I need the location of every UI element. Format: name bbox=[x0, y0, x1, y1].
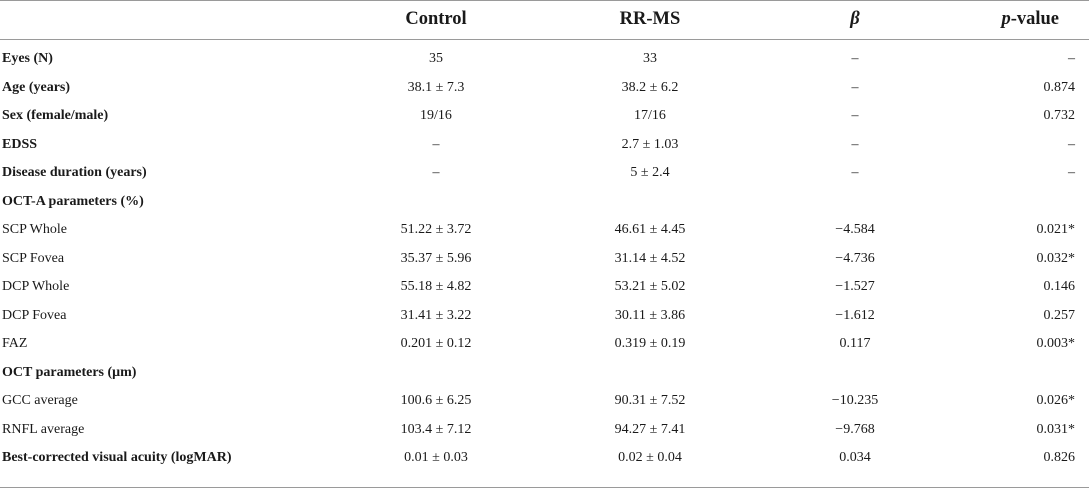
row-label: SCP Fovea bbox=[2, 250, 65, 266]
rrms-value: 46.61 ± 4.45 bbox=[614, 222, 686, 238]
control-value: 31.41 ± 3.22 bbox=[400, 307, 472, 323]
control-value: 100.6 ± 6.25 bbox=[400, 393, 472, 409]
beta-value: −1.612 bbox=[835, 307, 875, 323]
row-label: Sex (female/male) bbox=[2, 108, 109, 124]
rrms-value: 2.7 ± 1.03 bbox=[621, 136, 679, 152]
control-value: 0.01 ± 0.03 bbox=[404, 450, 468, 466]
beta-value: −1.527 bbox=[835, 279, 875, 295]
row-label: DCP Whole bbox=[2, 279, 70, 295]
table-row bbox=[0, 188, 1089, 217]
p-value: – bbox=[1068, 51, 1075, 67]
table-row bbox=[0, 273, 1089, 302]
table-row bbox=[0, 245, 1089, 274]
table-row bbox=[0, 131, 1089, 160]
beta-value: – bbox=[851, 165, 859, 181]
beta-value: 0.034 bbox=[839, 450, 871, 466]
rrms-value: 31.14 ± 4.52 bbox=[614, 250, 686, 266]
bottom-rule bbox=[0, 487, 1089, 488]
control-value: 35.37 ± 5.96 bbox=[400, 250, 472, 266]
table-row bbox=[0, 359, 1089, 388]
row-label: DCP Fovea bbox=[2, 307, 67, 323]
control-value: 0.201 ± 0.12 bbox=[400, 336, 472, 352]
control-value: 19/16 bbox=[420, 108, 452, 124]
beta-value bbox=[780, 359, 930, 388]
p-value bbox=[930, 188, 1089, 217]
row-label: FAZ bbox=[2, 336, 28, 352]
rrms-value bbox=[520, 359, 780, 388]
table-row bbox=[0, 159, 1089, 188]
rrms-value: 17/16 bbox=[634, 108, 666, 124]
beta-value: 0.117 bbox=[839, 336, 871, 352]
control-value: 38.1 ± 7.3 bbox=[407, 79, 465, 95]
rrms-value: 0.319 ± 0.19 bbox=[614, 336, 686, 352]
rrms-value: 38.2 ± 6.2 bbox=[621, 79, 679, 95]
p-value: 0.732 bbox=[1043, 108, 1075, 124]
header-row bbox=[0, 0, 1089, 39]
table-row bbox=[0, 216, 1089, 245]
rrms-value bbox=[520, 188, 780, 217]
beta-value: −4.736 bbox=[835, 250, 875, 266]
p-value: 0.146 bbox=[1043, 279, 1075, 295]
rrms-value: 33 bbox=[643, 51, 657, 67]
row-label: SCP Whole bbox=[2, 222, 67, 238]
header-p-suffix: -value bbox=[1010, 9, 1059, 29]
p-value: 0.021* bbox=[1036, 222, 1075, 238]
p-value: 0.257 bbox=[1043, 307, 1075, 323]
table-row bbox=[0, 39, 1089, 74]
row-label: EDSS bbox=[2, 136, 38, 152]
rrms-value: 90.31 ± 7.52 bbox=[614, 393, 686, 409]
rrms-value: 30.11 ± 3.86 bbox=[614, 307, 686, 323]
table-body bbox=[0, 39, 1089, 473]
header-beta: β bbox=[850, 9, 860, 29]
p-value: 0.026* bbox=[1036, 393, 1075, 409]
beta-value: −10.235 bbox=[831, 393, 879, 409]
rrms-value: 94.27 ± 7.41 bbox=[614, 421, 686, 437]
control-value bbox=[340, 188, 520, 217]
control-value: – bbox=[432, 165, 440, 181]
row-label: RNFL average bbox=[2, 421, 85, 437]
p-value: 0.032* bbox=[1036, 250, 1075, 266]
control-value: 55.18 ± 4.82 bbox=[400, 279, 472, 295]
beta-value bbox=[780, 188, 930, 217]
p-value: 0.874 bbox=[1043, 79, 1075, 95]
p-value: – bbox=[1068, 165, 1075, 181]
row-label: Disease duration (years) bbox=[2, 165, 147, 181]
table-row bbox=[0, 387, 1089, 416]
row-label: Age (years) bbox=[2, 79, 71, 95]
p-value: 0.031* bbox=[1036, 421, 1075, 437]
p-value bbox=[930, 359, 1089, 388]
row-label: GCC average bbox=[2, 393, 78, 409]
p-value: 0.826 bbox=[1043, 450, 1075, 466]
beta-value: – bbox=[851, 136, 859, 152]
header-label bbox=[0, 0, 340, 39]
control-value: 51.22 ± 3.72 bbox=[400, 222, 472, 238]
beta-value: −4.584 bbox=[835, 222, 875, 238]
header-rrms: RR-MS bbox=[619, 9, 681, 29]
rrms-value: 5 ± 2.4 bbox=[630, 165, 670, 181]
beta-value: – bbox=[851, 108, 859, 124]
beta-value: – bbox=[851, 51, 859, 67]
beta-value: – bbox=[851, 79, 859, 95]
control-value bbox=[340, 359, 520, 388]
table-row bbox=[0, 102, 1089, 131]
table-row bbox=[0, 302, 1089, 331]
table-header bbox=[0, 0, 1089, 39]
beta-value: −9.768 bbox=[835, 421, 875, 437]
header-control: Control bbox=[405, 9, 467, 29]
control-value: 103.4 ± 7.12 bbox=[400, 421, 472, 437]
control-value: 35 bbox=[429, 51, 443, 67]
header-p-value bbox=[930, 0, 1089, 39]
table-row bbox=[0, 444, 1089, 473]
rrms-value: 53.21 ± 5.02 bbox=[614, 279, 686, 295]
table-row bbox=[0, 416, 1089, 445]
table-row bbox=[0, 330, 1089, 359]
rrms-value: 0.02 ± 0.04 bbox=[618, 450, 682, 466]
header-p-italic: p bbox=[1001, 9, 1011, 29]
row-label: Eyes (N) bbox=[2, 51, 53, 67]
row-label: OCT parameters (μm) bbox=[2, 364, 137, 380]
p-value: – bbox=[1068, 136, 1075, 152]
row-label: Best-corrected visual acuity (logMAR) bbox=[2, 450, 232, 466]
row-label: OCT-A parameters (%) bbox=[2, 193, 144, 209]
table-row bbox=[0, 74, 1089, 103]
p-value: 0.003* bbox=[1036, 336, 1075, 352]
control-value: – bbox=[432, 136, 440, 152]
